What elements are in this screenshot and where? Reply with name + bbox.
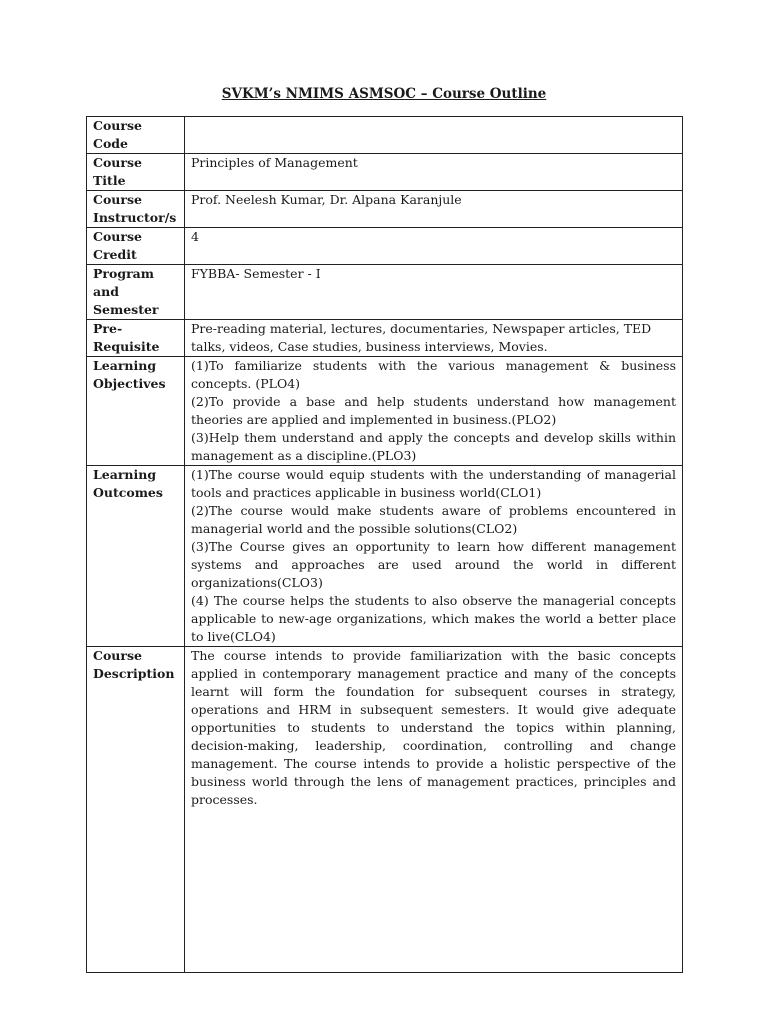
table-row xyxy=(87,117,683,154)
learning-objective-item: (2)To provide a base and help students understand how management theories are applied and implemented in business.(PLO2) xyxy=(191,394,676,427)
row-value-learning-objectives xyxy=(185,357,683,466)
row-value-program-semester: FYBBA- Semester - I xyxy=(185,265,683,320)
row-label-course-instructor: Course Instructor/s xyxy=(87,191,185,228)
learning-outcome-item: (1)The course would equip students with the understanding of managerial tools and practices applicable in business world(CLO1) xyxy=(191,467,676,500)
learning-outcome-item: (3)The Course gives an opportunity to learn how different management systems and approaches are used around the world in different organizations(CLO3) xyxy=(191,539,676,590)
row-value-course-description: The course intends to provide familiarization with the basic concepts applied in contemporary management practice and many of the concepts learnt will form the foundation for subsequent courses in strategy, operations and HRM in subsequent semesters. It would give adequate opportunities to students to understand the topics within planning, decision-making, leadership, coordination, controlling and change management. The course intends to provide a holistic perspective of the business world through the lens of management practices, principles and processes. xyxy=(185,647,683,973)
page-title: SVKM’s NMIMS ASMSOC – Course Outline xyxy=(221,86,547,102)
row-value-course-title: Principles of Management xyxy=(185,154,683,191)
learning-objective-item: (1)To familiarize students with the various management & business concepts. (PLO4) xyxy=(191,358,676,391)
learning-outcome-item: (2)The course would make students aware of problems encountered in managerial world and the possible solutions(CLO2) xyxy=(191,503,676,536)
learning-outcome-item: (4) The course helps the students to also observe the managerial concepts applicable to new-age organizations, which makes the world a better place to live(CLO4) xyxy=(191,593,676,644)
row-value-course-code xyxy=(185,117,683,154)
row-value-learning-outcomes xyxy=(185,466,683,647)
row-value-course-instructor: Prof. Neelesh Kumar, Dr. Alpana Karanjule xyxy=(185,191,683,228)
row-label-course-code: Course Code xyxy=(87,117,185,154)
row-label-learning-outcomes: Learning Outcomes xyxy=(87,466,185,647)
table-row xyxy=(87,647,683,973)
course-outline-table xyxy=(86,116,683,973)
table-row xyxy=(87,154,683,191)
row-label-course-title: Course Title xyxy=(87,154,185,191)
table-row xyxy=(87,357,683,466)
table-row xyxy=(87,320,683,357)
table-row xyxy=(87,228,683,265)
row-value-course-credit: 4 xyxy=(185,228,683,265)
row-label-program-semester: Program and Semester xyxy=(87,265,185,320)
row-label-prerequisite: Pre-Requisite xyxy=(87,320,185,357)
table-row xyxy=(87,265,683,320)
table-row xyxy=(87,466,683,647)
row-label-course-description: Course Description xyxy=(87,647,185,973)
row-label-learning-objectives: Learning Objectives xyxy=(87,357,185,466)
row-value-prerequisite: Pre-reading material, lectures, documentaries, Newspaper articles, TED talks, videos, Case studies, business interviews, Movies. xyxy=(185,320,683,357)
table-row xyxy=(87,191,683,228)
learning-objective-item: (3)Help them understand and apply the concepts and develop skills within management as a discipline.(PLO3) xyxy=(191,430,676,463)
row-label-course-credit: Course Credit xyxy=(87,228,185,265)
